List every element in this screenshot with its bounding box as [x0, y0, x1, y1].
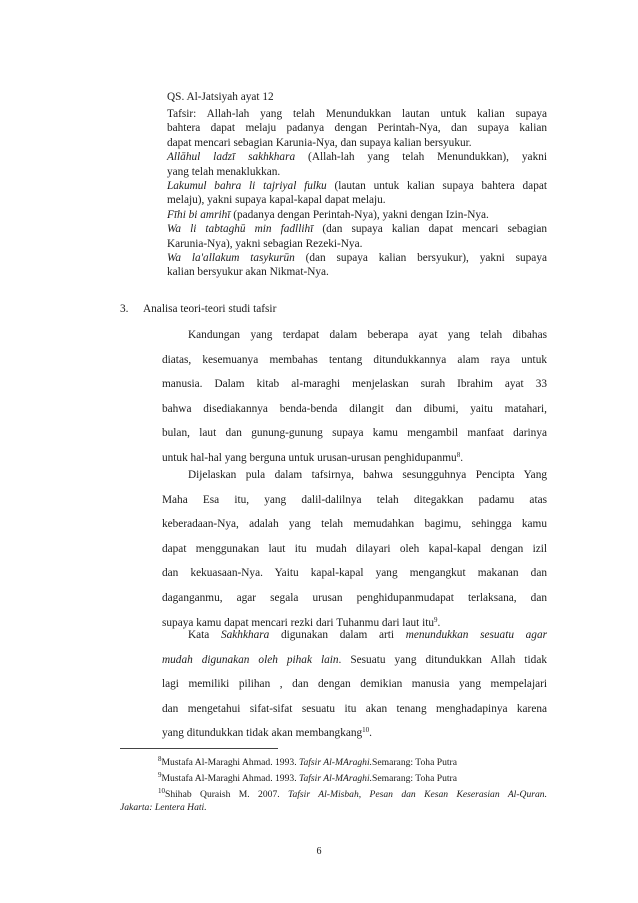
body-paragraph	[162, 623, 547, 746]
text-run: supaya kamu dapat mencari rezki dari Tuhanmu dari laut itu	[162, 616, 434, 629]
italic-text: Jakarta: Lentera Hati.	[120, 802, 207, 813]
text-run: bahwa disediakannya benda-benda dilangit dan dibumi, yaitu matahari,	[162, 402, 547, 415]
text-run: Semarang: Toha Putra	[372, 773, 457, 784]
italic-text: Tafsir Al-MAraghi.	[299, 757, 373, 768]
text-line	[167, 193, 547, 207]
text-run: digunakan dalam arti	[269, 629, 406, 641]
footnote-number: 9	[158, 771, 162, 779]
text-run: Maha Esa itu, yang dalil-dalilnya telah ditegakkan padamu atas	[162, 493, 547, 506]
text-run: (Allah-lah yang telah Menundukkan), yakni	[295, 151, 548, 164]
footnote	[120, 756, 547, 769]
text-line	[162, 672, 547, 697]
footnote-number: 10	[158, 787, 165, 795]
text-run: yang ditundukkan tidak akan membangkang	[162, 727, 363, 740]
footnote-divider	[120, 748, 278, 749]
italic-text: Fīhi bi amrihī	[167, 208, 231, 221]
section-title: Analisa teori-teori studi tafsir	[143, 303, 277, 315]
text-line	[162, 512, 547, 537]
text-run: dan mengetahui sifat-sifat sesuatu itu akan tenang menghadapinya karena	[162, 702, 547, 715]
text-line	[162, 721, 547, 746]
text-run: dan kekuasaan-Nya. Yaitu kapal-kapal yang mengangkut makanan dan	[162, 567, 547, 580]
italic-text: Tafsir Al-MAraghi.	[299, 773, 373, 784]
text-line	[162, 697, 547, 722]
text-line	[167, 251, 547, 265]
footnote-ref: 10	[362, 726, 370, 735]
italic-text: menundukkan sesuatu agar	[405, 629, 548, 641]
text-line	[162, 561, 547, 586]
text-run: (padanya dengan Perintah-Nya), yakni dengan Izin-Nya.	[230, 208, 489, 221]
ayat-heading: QS. Al-Jatsiyah ayat 12	[167, 91, 274, 103]
text-line	[167, 179, 547, 193]
text-line	[167, 237, 547, 251]
footnote-line	[120, 801, 547, 814]
text-run: dapat mencari sebagian Karunia-Nya, dan supaya kalian bersyukur.	[167, 136, 472, 149]
italic-text: Allāhul ladzī sakhkhara	[167, 151, 296, 164]
text-run: Dijelaskan pula dalam tafsirnya, bahwa sesungguhnya Pencipta Yang	[188, 469, 547, 481]
text-line	[167, 121, 547, 135]
text-run: diatas, kesemuanya membahas tentang ditundukkannya alam raya untuk	[162, 353, 547, 366]
text-line	[167, 107, 547, 121]
section-heading	[120, 303, 276, 315]
text-run: (dan supaya kalian bersyukur), yakni supaya	[294, 252, 547, 265]
text-run: bahtera dapat melaju padanya dengan Perintah-Nya, dan supaya kalian	[167, 122, 547, 135]
italic-text: Tafsir Al-Misbah, Pesan dan Kesan Keserasian Al-Quran.	[288, 789, 547, 800]
text-run: (dan supaya kalian dapat mencari sebagian	[313, 223, 547, 236]
text-line	[162, 372, 547, 397]
footnote-ref: 8	[456, 450, 461, 459]
text-line	[162, 488, 547, 513]
text-line	[167, 265, 547, 279]
page-number: 6	[316, 846, 322, 857]
italic-text: Sakhkhara	[221, 629, 270, 641]
text-run: Tafsir: Allah-lah yang telah Menundukkan lautan untuk kalian supaya	[167, 108, 547, 120]
section-number: 3.	[120, 303, 129, 315]
text-run: Mustafa Al-Maraghi Ahmad. 1993.	[161, 757, 299, 768]
text-line	[162, 623, 547, 648]
text-run: bulan, laut dan gunung-gunung supaya kamu mengambil manfaat darinya	[162, 427, 547, 440]
footnote-line	[120, 788, 547, 801]
italic-text: Lakumul bahra li tajriyal fulku	[167, 180, 327, 193]
footnote-line	[120, 772, 547, 785]
italic-text: Wa la'allakum tasykurūn	[167, 252, 295, 265]
text-line	[162, 323, 547, 348]
text-run: melaju), yakni supaya kapal-kapal dapat melaju.	[167, 194, 386, 207]
text-line	[162, 421, 547, 446]
text-line	[167, 208, 547, 222]
text-line	[162, 463, 547, 488]
text-run: . Sesuatu yang ditundukkan Allah tidak	[338, 653, 547, 666]
footnote	[120, 788, 547, 814]
text-run: (lautan untuk kalian supaya bahtera dapat	[326, 180, 547, 193]
text-run: yang telah menaklukkan.	[167, 165, 281, 178]
text-run: Semarang: Toha Putra	[372, 757, 457, 768]
italic-text: mudah digunakan oleh pihak lain	[162, 653, 339, 666]
text-run: manusia. Dalam kitab al-maraghi menjelaskan surah Ibrahim ayat 33	[162, 378, 547, 391]
text-run: Kata	[188, 629, 221, 641]
text-run: Shihab Quraish M. 2007.	[165, 789, 289, 800]
text-line	[162, 348, 547, 373]
text-run: .	[460, 451, 464, 464]
text-run: untuk hal-hal yang berguna untuk urusan-urusan penghidupanmu	[162, 451, 457, 464]
footnote-line	[120, 756, 547, 769]
text-line	[167, 136, 547, 150]
text-run: lagi memiliki pilihan , dan dengan demikian manusia yang mempelajari	[162, 678, 547, 691]
text-line	[167, 222, 547, 236]
text-run: dapat menggunakan laut itu mudah dilayari oleh kapal-kapal dengan izil	[162, 542, 547, 555]
text-run: .	[437, 616, 441, 629]
text-line	[162, 648, 547, 673]
text-line	[162, 537, 547, 562]
footnote-number: 8	[158, 755, 162, 763]
text-run: Karunia-Nya), yakni sebagian Rezeki-Nya.	[167, 237, 363, 250]
text-run: keberadaan-Nya, adalah yang telah memudahkan bagimu, sehingga kamu	[162, 518, 547, 531]
text-line	[162, 586, 547, 611]
text-run: kalian bersyukur akan Nikmat-Nya.	[167, 266, 329, 279]
footnote	[120, 772, 547, 785]
body-paragraph	[162, 463, 547, 635]
tafsir-block	[167, 107, 547, 280]
text-run: .	[369, 727, 372, 740]
text-run: Mustafa Al-Maraghi Ahmad. 1993.	[161, 773, 299, 784]
italic-text: Wa li tabtaghū min fadllihī	[167, 223, 314, 236]
text-line	[162, 397, 547, 422]
text-line	[167, 165, 547, 179]
body-paragraph	[162, 323, 547, 471]
text-line	[167, 150, 547, 164]
footnote-ref: 9	[434, 615, 438, 624]
text-run: Kandungan yang terdapat dalam beberapa ayat yang telah dibahas	[188, 329, 547, 341]
text-run: daganganmu, agar segala urusan penghidupanmudapat terlaksana, dan	[162, 591, 547, 604]
